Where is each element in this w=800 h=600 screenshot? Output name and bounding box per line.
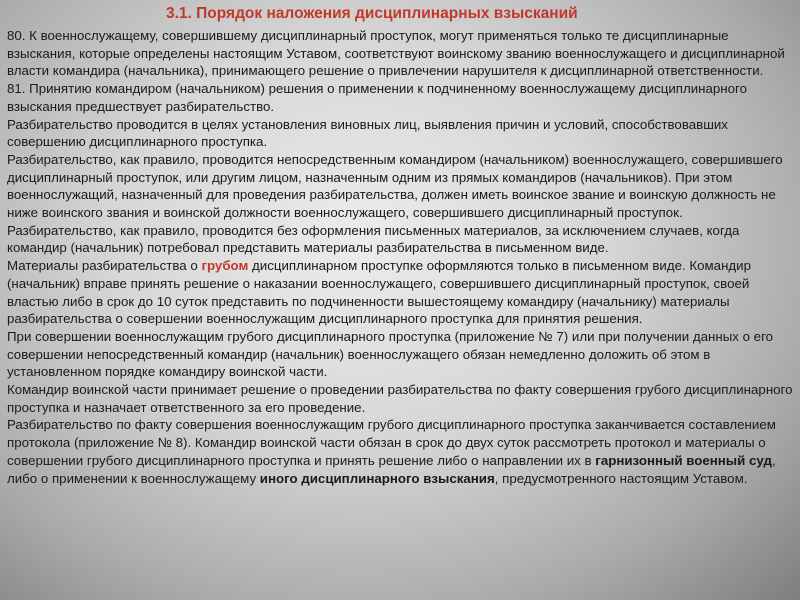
paragraph-81: 81. Принятию командиром (начальником) решения о применении к подчиненному военнослужащему дисциплинарного взыскания предшествует разбирательство. <box>7 81 747 114</box>
paragraph-80: 80. К военнослужащему, совершившему дисциплинарный проступок, могут применяться только те дисциплинарные взыскания, которые определены настоящим Уставом, соответствуют воинскому званию военнослужащего и дисциплинарной власти командира (начальника), принимающего решение о привлечении нарушителя к дисциплинарной ответственности. <box>7 28 785 79</box>
paragraph-purpose: Разбирательство проводится в целях установления виновных лиц, выявления причин и условий, способствовавших совершению дисциплинарного проступка. <box>7 116 728 150</box>
highlight-court: гарнизонный военный суд <box>595 452 772 468</box>
paragraph-commander-decision: Командир воинской части принимает решение о проведении разбирательства по факту совершения грубого дисциплинарного проступка и назначает ответственного за его проведение. <box>7 382 793 415</box>
text-span: дисциплинарном проступке оформляются только в письменном виде. Командир (начальник) вправе принять решение о наказании военнослужащего, совершившего дисциплинарный проступок, своей властью либо в срок до 10 суток представить по подчиненности вышестоящему командиру (начальнику) материалы разбирательства о совершении военнослужащим дисциплинарного проступка для принятия решения. <box>7 258 752 327</box>
highlight-other-penalty: иного дисциплинарного взыскания <box>259 470 495 486</box>
document-body <box>7 27 793 487</box>
paragraph-report: При совершении военнослужащим грубого дисциплинарного проступка (приложение № 7) или при получении данных о его совершении непосредственный командир (начальник) военнослужащего обязан немедленно доложить об этом в установленном порядке командиру воинской части. <box>7 328 774 380</box>
text-span: Разбирательство по факту совершения военнослужащим грубого дисциплинарного проступка заканчивается составлением протокола (приложение № 8). Командир воинской части обязан в срок до двух суток рассмотреть протокол и материалы о совершении грубого дисциплинарного проступка и принять решение либо о направлении их в <box>7 417 776 468</box>
text-span: , либо о применении к военнослужащему <box>7 452 776 486</box>
page-title: 3.1. Порядок наложения дисциплинарных взысканий <box>166 5 578 22</box>
paragraph-gross-materials <box>7 257 793 328</box>
paragraph-protocol <box>7 416 793 487</box>
text-span: , предусмотренного настоящим Уставом. <box>494 470 748 486</box>
highlight-gross: грубом <box>201 258 249 274</box>
paragraph-investigator: Разбирательство, как правило, проводится непосредственным командиром (начальником) военнослужащего, совершившего дисциплинарный проступок, или другим лицом, назначенным одним из прямых командиров (начальников). При этом военнослужащий, назначенный для проведения разбирательства, должен иметь воинское звание и воинскую должность не ниже воинского звания и воинской должности военнослужащего, совершившего дисциплинарный проступок. Разбирательство, как правило, проводится без оформления письменных материалов, за исключением случаев, когда командир (начальник) потребовал представить материалы разбирательства в письменном виде. <box>7 151 783 256</box>
text-span: Материалы разбирательства о <box>7 258 202 274</box>
